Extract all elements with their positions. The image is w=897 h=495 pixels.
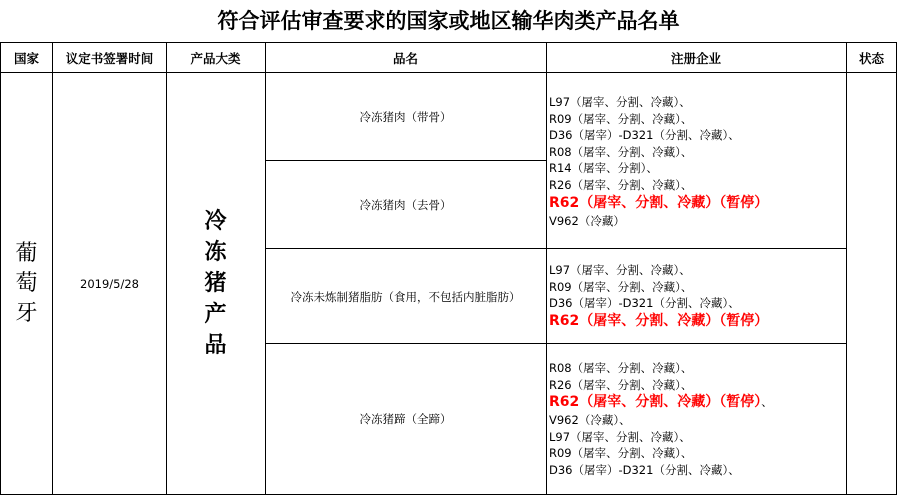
category-cell bbox=[166, 73, 265, 494]
category-char: 冷 bbox=[204, 209, 227, 234]
enterprise-line: L97（屠宰、分割、冷藏）、 bbox=[549, 95, 691, 109]
category-char: 产 bbox=[204, 302, 227, 327]
enterprise-line: V962（冷藏）、 bbox=[549, 413, 631, 428]
header-product: 品名 bbox=[392, 50, 418, 66]
category-char: 冻 bbox=[204, 240, 227, 265]
suspended-enterprise-line: R62（屠宰、分割、冷藏）（暂停） bbox=[549, 312, 769, 329]
country-cell bbox=[0, 73, 53, 494]
suspended-enterprise-line: R62（屠宰、分割、冷藏）（暂停） bbox=[549, 194, 769, 211]
country-char: 葡 bbox=[15, 240, 38, 266]
header-category: 产品大类 bbox=[190, 50, 241, 66]
status-cell bbox=[846, 73, 897, 494]
enterprise-line-row bbox=[549, 393, 845, 412]
category-char: 品 bbox=[204, 333, 227, 358]
enterprise-line: R09（屠宰、分割、冷藏）、 bbox=[549, 279, 693, 294]
header-country: 国家 bbox=[13, 50, 39, 66]
date-cell: 2019/5/28 bbox=[80, 276, 139, 291]
country-char: 牙 bbox=[15, 300, 38, 326]
enterprise-line: R26（屠宰、分割、冷藏）、 bbox=[549, 377, 693, 392]
enterprise-line: R26（屠宰、分割、冷藏）、 bbox=[549, 177, 693, 192]
suspended-enterprise-line: R62（屠宰、分割、冷藏）（暂停） bbox=[549, 394, 762, 411]
enterprise-line: D36（屠宰）-D321（分割、冷藏）、 bbox=[549, 296, 740, 311]
category-char: 猪 bbox=[204, 271, 227, 296]
enterprise-line: R14（屠宰、分割）、 bbox=[549, 161, 658, 176]
enterprise-line: L97（屠宰、分割、冷藏）、 bbox=[549, 263, 691, 277]
enterprise-list bbox=[549, 262, 845, 331]
enterprise-line: V962（冷藏） bbox=[549, 213, 625, 228]
country-char: 萄 bbox=[15, 270, 38, 296]
product-name: 冷冻猪蹄（全蹄） bbox=[359, 412, 452, 426]
product-name: 冷冻未炼制猪脂肪（食用，不包括内脏脂肪） bbox=[290, 289, 521, 304]
enterprise-list bbox=[549, 360, 845, 479]
enterprise-line: D36（屠宰）-D321（分割、冷藏）、 bbox=[549, 128, 740, 143]
header-status: 状态 bbox=[858, 50, 884, 66]
enterprise-line: R09（屠宰、分割、冷藏）、 bbox=[549, 446, 693, 461]
enterprise-line: D36（屠宰）-D321（分割、冷藏）、 bbox=[549, 462, 740, 477]
product-name: 冷冻猪肉（带骨） bbox=[359, 110, 452, 124]
enterprise-line: R08（屠宰、分割、冷藏）、 bbox=[549, 144, 693, 159]
enterprise-line: R09（屠宰、分割、冷藏）、 bbox=[549, 111, 693, 126]
header-enterprise: 注册企业 bbox=[670, 50, 721, 66]
enterprise-list bbox=[549, 94, 845, 229]
enterprise-line: L97（屠宰、分割、冷藏）、 bbox=[549, 429, 691, 444]
enterprise-line: R08（屠宰、分割、冷藏）、 bbox=[549, 361, 693, 375]
product-name: 冷冻猪肉（去骨） bbox=[359, 198, 452, 212]
line-suffix: 、 bbox=[761, 395, 773, 410]
header-date: 议定书签署时间 bbox=[65, 50, 154, 66]
page-title: 符合评估审查要求的国家或地区输华肉类产品名单 bbox=[217, 9, 680, 33]
